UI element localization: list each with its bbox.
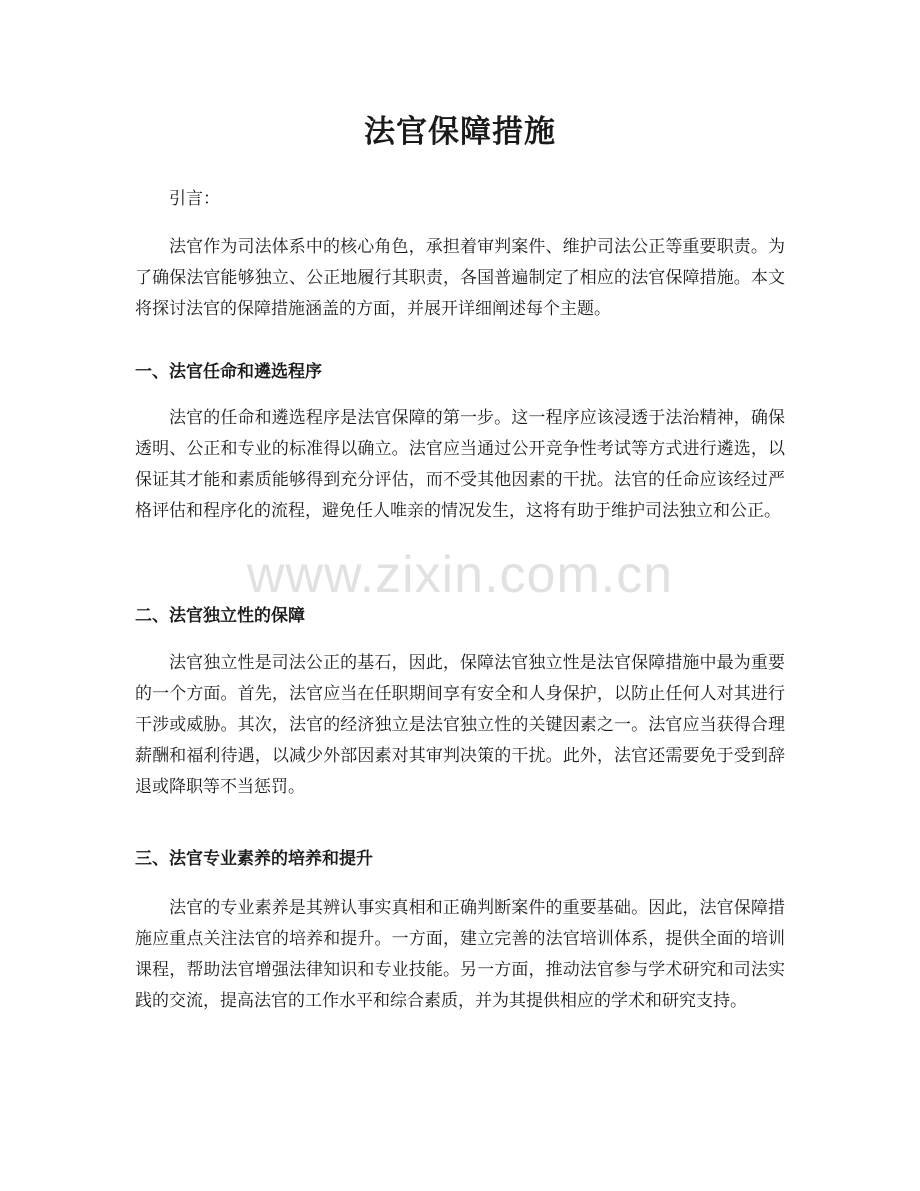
watermark: www.zixin.com.cn <box>246 546 674 604</box>
section-heading-1: 一、法官任命和遴选程序 <box>135 362 322 382</box>
intro-label: 引言： <box>169 189 220 209</box>
section-heading-3: 三、法官专业素养的培养和提升 <box>135 849 373 869</box>
document-title: 法官保障措施 <box>364 114 556 150</box>
intro-paragraph: 法官作为司法体系中的核心角色，承担着审判案件、维护司法公正等重要职责。为了确保法官能够独立、公正地履行其职责，各国普遍制定了相应的法官保障措施。本文将探讨法官的保障措施涵盖的方面，并展开详细阐述每个主题。 <box>135 237 785 319</box>
section-body-1: 法官的任命和遴选程序是法官保障的第一步。这一程序应该浸透于法治精神，确保透明、公正和专业的标准得以确立。法官应当通过公开竞争性考试等方式进行遴选，以保证其才能和素质能够得到充分评估，而不受其他因素的干扰。法官的任命应该经过严格评估和程序化的流程，避免任人唯亲的情况发生，这将有助于维护司法独立和公正。 <box>135 408 785 521</box>
section-body-2: 法官独立性是司法公正的基石，因此，保障法官独立性是法官保障措施中最为重要的一个方面。首先，法官应当在任职期间享有安全和人身保护，以防止任何人对其进行干涉或威胁。其次，法官的经济独立是法官独立性的关键因素之一。法官应当获得合理薪酬和福利待遇，以减少外部因素对其审判决策的干扰。此外，法官还需要免于受到辞退或降职等不当惩罚。 <box>135 653 785 797</box>
section-body-3: 法官的专业素养是其辨认事实真相和正确判断案件的重要基础。因此，法官保障措施应重点关注法官的培养和提升。一方面，建立完善的法官培训体系，提供全面的培训课程，帮助法官增强法律知识和专业技能。另一方面，推动法官参与学术研究和司法实践的交流，提高法官的工作水平和综合素质，并为其提供相应的学术和研究支持。 <box>135 898 785 1011</box>
section-heading-2: 二、法官独立性的保障 <box>135 606 305 626</box>
